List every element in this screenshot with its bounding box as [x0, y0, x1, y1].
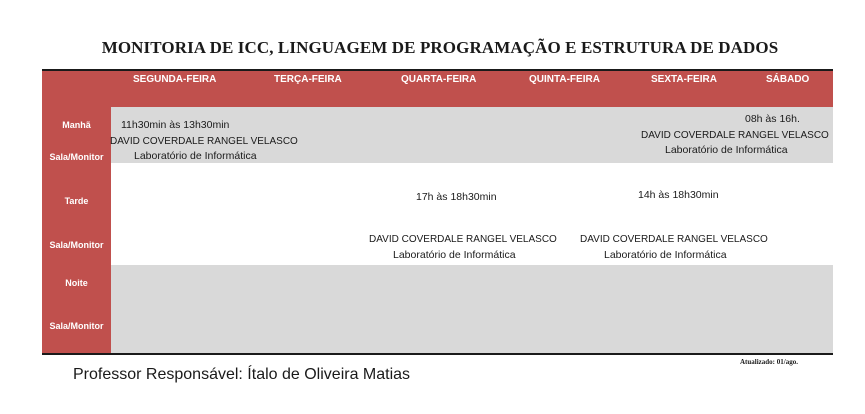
- day-header-terca: TERÇA-FEIRA: [274, 74, 342, 85]
- day-header-sabado: SÁBADO: [766, 74, 810, 85]
- friday-afternoon-room: Laboratório de Informática: [604, 249, 727, 261]
- wednesday-afternoon-time: 17h às 18h30min: [416, 191, 497, 203]
- row-label-tarde: Tarde: [64, 196, 89, 206]
- saturday-morning-monitor: DAVID COVERDALE RANGEL VELASCO: [641, 130, 829, 141]
- day-header-quinta: QUINTA-FEIRA: [529, 74, 600, 85]
- night-band: [111, 265, 833, 353]
- row-label-manha: Manhã: [62, 120, 91, 130]
- wednesday-afternoon-room: Laboratório de Informática: [393, 249, 516, 261]
- row-label-sala-monitor: Sala/Monitor: [49, 152, 104, 162]
- row-label-sala-monitor: Sala/Monitor: [49, 321, 104, 331]
- monday-morning-room: Laboratório de Informática: [134, 150, 257, 162]
- saturday-morning-time: 08h às 16h.: [745, 113, 800, 125]
- day-header-quarta: QUARTA-FEIRA: [401, 74, 477, 85]
- page-title: MONITORIA DE ICC, LINGUAGEM DE PROGRAMAÇÃO E ESTRUTURA DE DADOS: [101, 38, 779, 57]
- friday-afternoon-time: 14h às 18h30min: [638, 189, 719, 201]
- monday-morning-time: 11h30min às 13h30min: [121, 119, 230, 131]
- updated-note: Atualizado: 01/ago.: [740, 358, 798, 366]
- row-label-sala-monitor: Sala/Monitor: [49, 240, 104, 250]
- friday-afternoon-monitor: DAVID COVERDALE RANGEL VELASCO: [580, 234, 768, 245]
- day-header-sexta: SEXTA-FEIRA: [651, 74, 717, 85]
- row-label-column: [42, 107, 111, 353]
- bottom-rule: [42, 353, 833, 355]
- monday-morning-monitor: DAVID COVERDALE RANGEL VELASCO: [110, 136, 298, 147]
- day-header-segunda: SEGUNDA-FEIRA: [133, 74, 217, 85]
- wednesday-afternoon-monitor: DAVID COVERDALE RANGEL VELASCO: [369, 234, 557, 245]
- saturday-morning-room: Laboratório de Informática: [665, 144, 788, 156]
- row-label-noite: Noite: [65, 278, 88, 288]
- responsible-professor: Professor Responsável: Ítalo de Oliveira Matias: [73, 366, 411, 383]
